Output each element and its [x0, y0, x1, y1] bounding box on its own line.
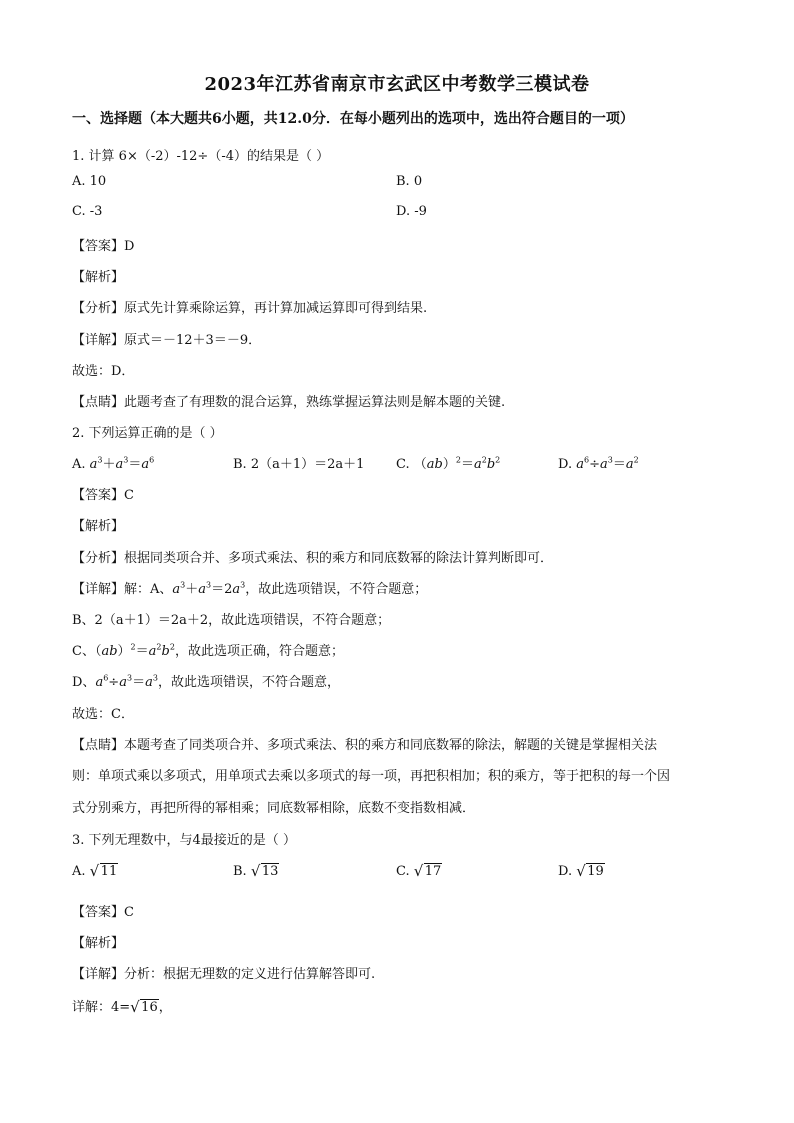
- sqrt-symbol: √ 17: [414, 864, 443, 879]
- q2-option-b: B. 2（a＋1）＝2a＋1: [233, 457, 365, 472]
- q1-option-a: A. 10: [72, 174, 107, 189]
- q3-option-d: D. √ 19: [558, 864, 605, 879]
- q1-fenxi: 【分析】原式先计算乘除运算，再计算加减运算即可得到结果.: [72, 301, 428, 316]
- q1-option-b: B. 0: [396, 174, 423, 189]
- q2-dianjing-2: 则：单项式乘以多项式，用单项式去乘以多项式的每一项，再把积相加；积的乘方，等于把积的每一个因: [72, 769, 671, 784]
- q1-guxuan: 故选：D．: [72, 364, 135, 379]
- q3-xiangjie: 【详解】分析：根据无理数的定义进行估算解答即可.: [72, 967, 376, 982]
- q1-xiangjie: 【详解】原式＝－12＋3＝－9．: [72, 333, 262, 348]
- sqrt-symbol: √ 13: [251, 864, 280, 879]
- question-3-stem: 3. 下列无理数中，与4最接近的是（ ）: [72, 833, 296, 848]
- q1-dianjing: 【点睛】此题考查了有理数的混合运算，熟练掌握运算法则是解本题的关键.: [72, 395, 506, 410]
- q3-detail: 详解：4=√ 16，: [72, 996, 172, 1015]
- q2-option-c: C. $(ab)^2=a^2b^2$: [396, 455, 501, 472]
- q2-jiexi: 【解析】: [72, 519, 125, 534]
- q2-xiangjie-c: C、$(ab)^2=a^2b^2$，故此选项正确，符合题意；: [72, 642, 344, 659]
- q2-fenxi: 【分析】根据同类项合并、多项式乘法、积的乘方和同底数幂的除法计算判断即可．: [72, 551, 554, 566]
- q1-option-d: D. -9: [396, 204, 427, 219]
- q3-answer: 【答案】C: [72, 905, 134, 920]
- q2-option-d: D. $a^6\div a^3=a^2$: [558, 455, 639, 472]
- q2-xiangjie-b: B、2（a＋1）＝2a＋2，故此选项错误，不符合题意；: [72, 613, 391, 628]
- q3-option-b: B. √ 13: [233, 864, 279, 879]
- question-1-stem: 1. 计算 6×（-2）-12÷（-4）的结果是（ ）: [72, 149, 330, 164]
- question-2-stem: 2. 下列运算正确的是（ ）: [72, 426, 223, 441]
- q2-xiangjie-d: D、$a^6\div a^3=a^3$，故此选项错误，不符合题意，: [72, 673, 340, 690]
- q3-jiexi: 【解析】: [72, 936, 125, 951]
- q2-dianjing-3: 式分别乘方，再把所得的幂相乘；同底数幂相除，底数不变指数相减．: [72, 801, 476, 816]
- q1-jiexi: 【解析】: [72, 270, 125, 285]
- q2-option-a: A. $a^3+a^3=a^6$: [72, 455, 155, 472]
- q2-answer: 【答案】C: [72, 488, 134, 503]
- q2-dianjing-1: 【点睛】本题考查了同类项合并、多项式乘法、积的乘方和同底数幂的除法，解题的关键是掌握相关法: [72, 738, 658, 753]
- q1-answer: 【答案】D: [72, 239, 135, 254]
- q2-guxuan: 故选：C．: [72, 707, 134, 722]
- page-title: 2023年江苏省南京市玄武区中考数学三模试卷: [204, 74, 590, 95]
- q3-option-c: C. √ 17: [396, 864, 442, 879]
- q3-option-a: A. √ 11: [72, 864, 118, 879]
- q2-xiangjie-a: 【详解】解：A、$a^3+a^3=2a^3$，故此选项错误，不符合题意；: [72, 580, 428, 597]
- sqrt-symbol: √ 11: [90, 864, 119, 879]
- sqrt-symbol: √ 16: [130, 1000, 159, 1015]
- q1-option-c: C. -3: [72, 204, 103, 219]
- section-heading: 一、选择题（本大题共6小题，共12.0分．在每小题列出的选项中，选出符合题目的一项）: [72, 111, 634, 127]
- sqrt-symbol: √ 19: [576, 864, 605, 879]
